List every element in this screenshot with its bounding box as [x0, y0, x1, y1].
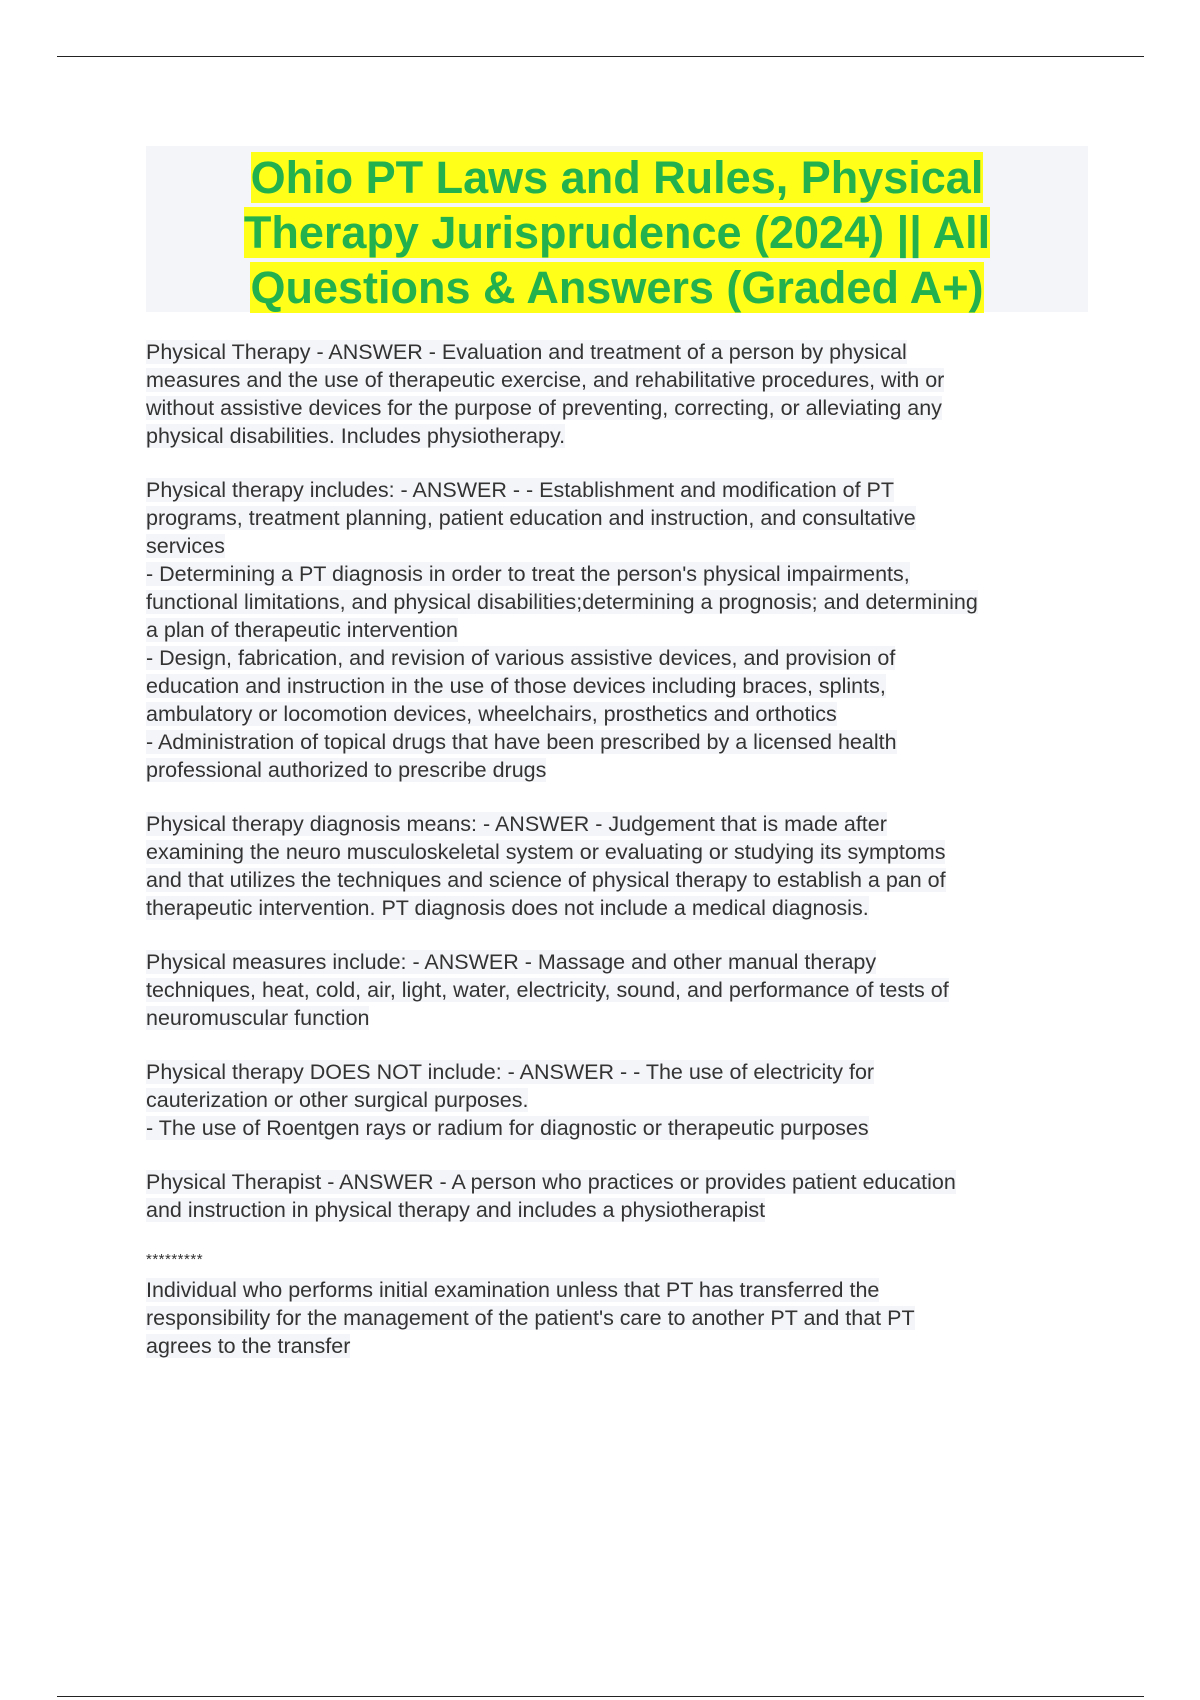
text-line	[146, 672, 1088, 700]
line-text: agrees to the transfer	[146, 1334, 351, 1358]
line-text: programs, treatment planning, patient education and instruction, and consultative	[146, 506, 916, 530]
line-text: Physical therapy includes: - ANSWER - - Establishment and modification of PT	[146, 478, 895, 502]
text-line	[146, 728, 1088, 756]
text-line	[146, 866, 1088, 894]
text-line	[146, 894, 1088, 922]
text-line	[146, 756, 1088, 784]
line-text: measures and the use of therapeutic exercise, and rehabilitative procedures, with or	[146, 368, 945, 392]
line-text: functional limitations, and physical disabilities;determining a prognosis; and determining	[146, 590, 978, 614]
text-line	[146, 616, 1088, 644]
title-line: Questions & Answers (Graded A+)	[250, 262, 984, 313]
line-text: a plan of therapeutic intervention	[146, 618, 458, 642]
text-line	[146, 394, 1088, 422]
text-line	[146, 366, 1088, 394]
qa-entry	[146, 476, 1088, 784]
text-line	[146, 504, 1088, 532]
text-line	[146, 1004, 1088, 1032]
text-line	[146, 1276, 1088, 1304]
text-line	[146, 644, 1088, 672]
qa-entry	[146, 1058, 1088, 1142]
title-line: Ohio PT Laws and Rules, Physical	[250, 152, 984, 203]
qa-entry	[146, 338, 1088, 450]
line-text: Individual who performs initial examination unless that PT has transferred the	[146, 1278, 880, 1302]
document-title	[146, 146, 1088, 315]
qa-entry	[146, 1168, 1088, 1224]
text-line	[146, 588, 1088, 616]
qa-entry	[146, 948, 1088, 1032]
star-separator: *********	[146, 1251, 204, 1268]
text-line	[146, 338, 1088, 366]
line-text: Physical measures include: - ANSWER - Massage and other manual therapy	[146, 950, 877, 974]
bottom-rule	[57, 1696, 1144, 1697]
line-text: ambulatory or locomotion devices, wheelchairs, prosthetics and orthotics	[146, 702, 837, 726]
line-text: physical disabilities. Includes physiotherapy.	[146, 424, 566, 448]
line-text: without assistive devices for the purpose of preventing, correcting, or alleviating any	[146, 396, 942, 420]
line-text: - The use of Roentgen rays or radium for diagnostic or therapeutic purposes	[146, 1116, 869, 1140]
text-line	[146, 1086, 1088, 1114]
line-text: - Design, fabrication, and revision of various assistive devices, and provision of	[146, 646, 896, 670]
text-line	[146, 560, 1088, 588]
line-text: - Determining a PT diagnosis in order to treat the person's physical impairments,	[146, 562, 910, 586]
qa-entry	[146, 810, 1088, 922]
line-text: - Administration of topical drugs that have been prescribed by a licensed health	[146, 730, 897, 754]
line-text: neuromuscular function	[146, 1006, 370, 1030]
line-text: and that utilizes the techniques and science of physical therapy to establish a pan of	[146, 868, 946, 892]
line-text: professional authorized to prescribe drugs	[146, 758, 547, 782]
line-text: services	[146, 534, 225, 558]
text-line	[146, 1168, 1088, 1196]
line-text: education and instruction in the use of those devices including braces, splints,	[146, 674, 886, 698]
line-text: and instruction in physical therapy and includes a physiotherapist	[146, 1198, 766, 1222]
text-line	[146, 810, 1088, 838]
text-line	[146, 700, 1088, 728]
text-line	[146, 1058, 1088, 1086]
text-line	[146, 476, 1088, 504]
text-line	[146, 948, 1088, 976]
line-text: techniques, heat, cold, air, light, water, electricity, sound, and performance of tests of	[146, 978, 949, 1002]
line-text: responsibility for the management of the patient's care to another PT and that PT	[146, 1306, 915, 1330]
line-text: Physical therapy diagnosis means: - ANSWER - Judgement that is made after	[146, 812, 887, 836]
text-line	[146, 1304, 1088, 1332]
line-text: Physical therapy DOES NOT include: - ANSWER - - The use of electricity for	[146, 1060, 875, 1084]
top-rule	[57, 56, 1144, 57]
text-line	[146, 838, 1088, 866]
qa-entry-final	[146, 1250, 1088, 1360]
text-line	[146, 976, 1088, 1004]
text-line	[146, 1114, 1088, 1142]
text-line	[146, 422, 1088, 450]
line-text: therapeutic intervention. PT diagnosis does not include a medical diagnosis.	[146, 896, 869, 920]
title-line: Therapy Jurisprudence (2024) || All	[243, 207, 991, 258]
title-box	[146, 146, 1088, 312]
line-text: Physical Therapy - ANSWER - Evaluation and treatment of a person by physical	[146, 340, 907, 364]
text-line	[146, 1196, 1088, 1224]
line-text: examining the neuro musculoskeletal system or evaluating or studying its symptoms	[146, 840, 946, 864]
text-line	[146, 532, 1088, 560]
text-line	[146, 1332, 1088, 1360]
line-text: cauterization or other surgical purposes.	[146, 1088, 529, 1112]
document-body	[146, 338, 1088, 1386]
line-text: Physical Therapist - ANSWER - A person who practices or provides patient education	[146, 1170, 956, 1194]
